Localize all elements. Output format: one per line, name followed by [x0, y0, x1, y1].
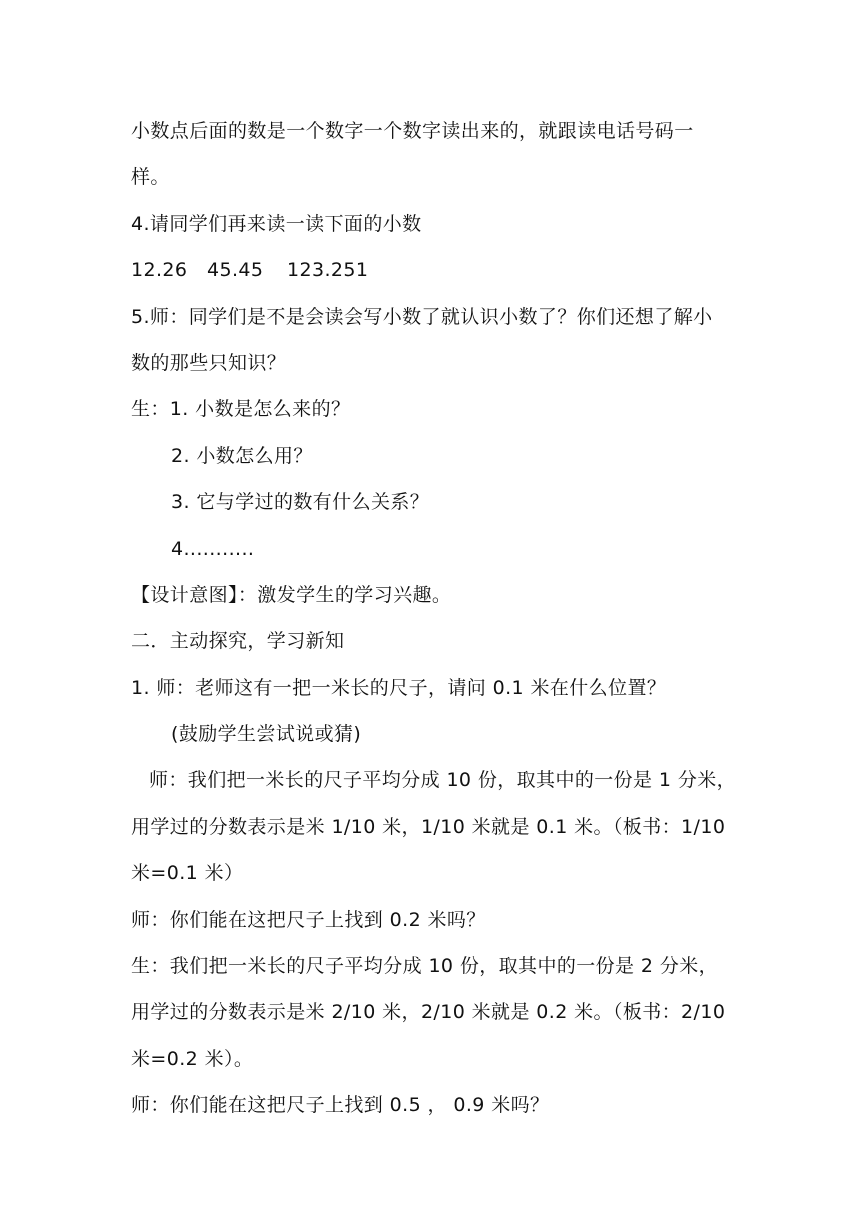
paragraph-line: 用学过的分数表示是米 1/10 米，1/10 米就是 0.1 米。（板书：1/10 [131, 815, 726, 838]
document-body [131, 108, 737, 1129]
decimal-number-row [131, 247, 731, 293]
student-answer-line: 3. 它与学过的数有什么关系？ [171, 491, 430, 514]
paragraph-line: 师：我们把一米长的尺子平均分成 10 份，取其中的一份是 1 分米， [149, 769, 737, 792]
decimal-number: 123.251 [287, 259, 369, 282]
paragraph-line: 米=0.1 米） [131, 862, 244, 885]
design-intent-line: 【设计意图】：激发学生的学习兴趣。 [131, 583, 452, 606]
section-heading: 二．主动探究，学习新知 [131, 630, 345, 653]
paragraph-line: 样。 [131, 166, 170, 189]
paragraph-line: 数的那些只知识？ [131, 351, 287, 374]
paragraph-line: 4.请同学们再来读一读下面的小数 [131, 212, 422, 235]
student-answer-line: 生：1. 小数是怎么来的？ [131, 398, 351, 421]
student-answer-line: 4........... [171, 537, 255, 560]
decimal-number: 45.45 [207, 259, 264, 282]
paragraph-line: 米=0.2 米）。 [131, 1047, 254, 1070]
paragraph-line: 师：你们能在这把尺子上找到 0.2 米吗？ [131, 908, 486, 931]
paragraph-line: 小数点后面的数是一个数字一个数字读出来的，就跟读电话号码一 [131, 120, 694, 142]
paragraph-line: 1. 师：老师这有一把一米长的尺子，请问 0.1 米在什么位置？ [131, 676, 667, 699]
paragraph-line: (鼓励学生尝试说或猜) [171, 723, 362, 746]
paragraph-line: 师：你们能在这把尺子上找到 0.5 ， 0.9 米吗？ [131, 1094, 550, 1117]
paragraph-line: 5.师：同学们是不是会读会写小数了就认识小数了？你们还想了解小 [131, 305, 713, 328]
paragraph-line: 生：我们把一米长的尺子平均分成 10 份，取其中的一份是 2 分米， [131, 955, 719, 978]
paragraph-line: 用学过的分数表示是米 2/10 米，2/10 米就是 0.2 米。（板书：2/10 [131, 1001, 726, 1024]
student-answer-line: 2. 小数怎么用？ [171, 444, 313, 467]
decimal-number: 12.26 [131, 259, 188, 282]
